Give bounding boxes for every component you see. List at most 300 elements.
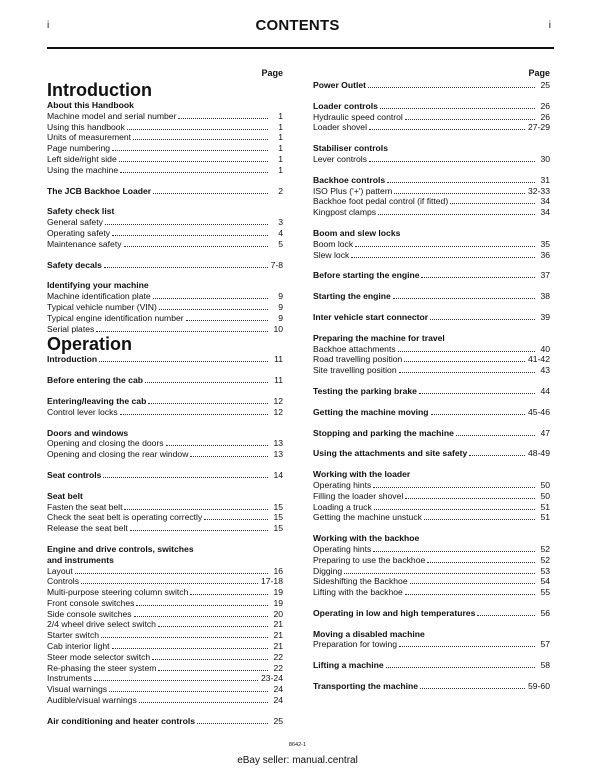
dot-leader	[387, 182, 535, 183]
toc-entry-title: Using the machine	[47, 164, 119, 175]
toc-entry-title: Entering/leaving the cab	[47, 395, 147, 406]
dot-leader	[75, 573, 268, 574]
toc-entry-page: 16	[273, 565, 283, 576]
toc-entry[interactable]	[313, 354, 550, 365]
toc-entry-page: 19	[273, 587, 283, 598]
dot-leader	[398, 351, 535, 352]
dot-leader	[399, 646, 535, 647]
toc-entry[interactable]	[313, 80, 550, 91]
toc-entry[interactable]	[47, 407, 283, 418]
toc-entry-title: Loader shovel	[313, 122, 367, 133]
spacer	[313, 397, 550, 407]
spacer	[313, 323, 550, 333]
dot-leader	[159, 309, 268, 310]
toc-entry[interactable]	[47, 132, 283, 143]
spacer	[47, 270, 283, 280]
dot-leader	[94, 680, 258, 681]
toc-entry-page: 12	[273, 406, 283, 417]
dot-leader	[378, 214, 535, 215]
toc-group-heading: About this Handbook	[47, 100, 134, 110]
toc-entry-page: 13	[273, 438, 283, 449]
toc-entry-page: 53	[540, 565, 550, 576]
dot-leader	[119, 161, 268, 162]
toc-entry-page: 7-8	[270, 259, 283, 270]
toc-entry-page: 40	[540, 343, 550, 354]
toc-entry-page: 38	[540, 291, 550, 302]
toc-entry-title: Instruments	[47, 673, 92, 684]
toc-entry-title: Inter vehicle start connector	[313, 311, 429, 322]
toc-entry-page: 26	[540, 111, 550, 122]
dot-leader	[104, 267, 268, 268]
toc-entry-title: Backhoe foot pedal control (if fitted)	[313, 196, 449, 207]
toc-entry-title: Multi-purpose steering column switch	[47, 587, 189, 598]
page-title: CONTENTS	[255, 17, 340, 34]
toc-entry-title: Page numbering	[47, 143, 111, 154]
toc-entry-page: 22	[273, 651, 283, 662]
spacer	[313, 650, 550, 660]
toc-entry[interactable]	[313, 344, 550, 355]
toc-entry[interactable]	[47, 641, 283, 652]
toc-entry[interactable]	[47, 324, 283, 335]
toc-entry[interactable]	[47, 111, 283, 122]
toc-entry-title: Kingpost clamps	[313, 207, 377, 218]
toc-entry-page: 30	[540, 153, 550, 164]
toc-entry-title: Stopping and parking the machine	[313, 427, 454, 438]
toc-entry-title: Power Outlet	[313, 80, 367, 90]
toc-entry-page: 25	[540, 80, 550, 90]
toc-entry[interactable]	[313, 555, 550, 566]
spacer	[47, 418, 283, 428]
toc-entry-title: Front console switches	[47, 597, 135, 608]
dot-leader	[103, 477, 268, 478]
document-code: 8642-1	[288, 742, 307, 748]
toc-entry[interactable]	[47, 396, 283, 407]
dot-leader	[190, 594, 268, 595]
dot-leader	[148, 403, 268, 404]
dot-leader	[351, 257, 535, 258]
toc-entry-page: 2	[278, 185, 283, 196]
toc-entry-title: Cab interior light	[47, 641, 110, 652]
toc-entry-title: Starter switch	[47, 630, 100, 641]
dot-leader	[424, 519, 535, 520]
toc-entry-page: 52	[540, 554, 550, 565]
toc-entry-title: Steer mode selector switch	[47, 651, 151, 662]
toc-entry-page: 17-18	[261, 576, 283, 587]
toc-entry-page: 36	[540, 249, 550, 260]
dot-leader	[421, 277, 535, 278]
spacer	[313, 260, 550, 270]
toc-left-list	[47, 80, 283, 727]
toc-entry-title: Getting the machine moving	[313, 406, 429, 417]
spacer	[313, 302, 550, 312]
toc-entry-page: 12	[273, 395, 283, 406]
toc-entry-title: ISO Plus ('+') pattern	[313, 185, 393, 196]
toc-entry-page: 21	[273, 641, 283, 652]
toc-entry[interactable]	[313, 544, 550, 555]
toc-entry-title: Release the seat belt	[47, 523, 128, 534]
toc-entry-page: 15	[273, 501, 283, 512]
dot-leader	[153, 298, 268, 299]
toc-entry-title: Loading a truck	[313, 501, 372, 512]
toc-entry[interactable]	[47, 663, 283, 674]
toc-entry-page: 5	[278, 238, 283, 249]
toc-entry-title: Site travelling position	[313, 365, 397, 376]
toc-entry[interactable]	[47, 716, 283, 727]
dot-leader	[145, 382, 268, 383]
toc-entry[interactable]	[47, 291, 283, 302]
toc-entry-page: 41-42	[528, 354, 550, 365]
spacer	[313, 376, 550, 386]
toc-entry-title: Operating hints	[313, 543, 372, 554]
dot-leader	[420, 688, 525, 689]
dot-leader	[130, 530, 268, 531]
toc-entry[interactable]	[47, 122, 283, 133]
toc-entry-title: Using the attachments and site safety	[313, 448, 468, 459]
toc-entry[interactable]	[47, 673, 283, 684]
toc-entry-page: 25	[273, 715, 283, 726]
dot-leader	[344, 573, 535, 574]
toc-entry[interactable]	[47, 260, 283, 271]
spacer	[47, 534, 283, 544]
spacer	[313, 619, 550, 629]
toc-entry-page: 50	[540, 490, 550, 501]
dot-leader	[469, 455, 525, 456]
section-heading: Operation	[47, 334, 133, 355]
dot-leader	[394, 193, 525, 194]
toc-entry-page: 14	[273, 469, 283, 480]
toc-entry-page: 34	[540, 196, 550, 207]
toc-entry[interactable]	[313, 122, 550, 133]
toc-entry-page: 58	[540, 660, 550, 671]
toc-entry[interactable]	[47, 438, 283, 449]
toc-entry-page: 11	[274, 375, 283, 386]
dot-leader	[105, 224, 268, 225]
toc-entry-title: Machine model and serial number	[47, 110, 177, 121]
toc-entry[interactable]	[47, 302, 283, 313]
toc-entry[interactable]	[313, 196, 550, 207]
spacer	[313, 438, 550, 448]
toc-entry-page: 37	[540, 270, 550, 281]
toc-entry-page: 21	[273, 619, 283, 630]
dot-leader	[399, 372, 535, 373]
toc-entry-page: 1	[278, 110, 283, 121]
toc-entry-page: 31	[540, 174, 550, 185]
toc-entry[interactable]	[313, 428, 550, 439]
toc-entry[interactable]	[313, 312, 550, 323]
toc-entry-title: Controls	[47, 576, 79, 587]
toc-entry[interactable]	[313, 207, 550, 218]
toc-entry[interactable]	[47, 239, 283, 250]
toc-entry[interactable]	[313, 681, 550, 692]
toc-entry-page: 22	[273, 662, 283, 673]
dot-leader	[136, 605, 268, 606]
toc-entry[interactable]	[47, 154, 283, 165]
toc-entry-title: Lifting a machine	[313, 660, 384, 671]
toc-group-heading: Boom and slew locks	[313, 227, 401, 238]
dot-leader	[456, 435, 535, 436]
header-right-marker: i	[548, 20, 551, 31]
toc-entry-page: 13	[273, 449, 283, 460]
toc-entry-page: 1	[278, 164, 283, 175]
toc-entry[interactable]	[313, 270, 550, 281]
toc-entry-page: 26	[540, 100, 550, 111]
toc-entry[interactable]	[313, 154, 550, 165]
toc-entry[interactable]	[313, 186, 550, 197]
dot-leader	[373, 551, 535, 552]
toc-entry-title: Visual warnings	[47, 684, 108, 695]
toc-entry-title: Transporting the machine	[313, 681, 419, 692]
toc-entry[interactable]	[47, 619, 283, 630]
toc-entry[interactable]	[47, 143, 283, 154]
toc-entry-page: 35	[540, 238, 550, 249]
toc-entry-page: 32-33	[528, 185, 550, 196]
toc-entry-page: 1	[278, 132, 283, 143]
toc-entry-title: Backhoe attachments	[313, 343, 396, 354]
toc-left-column	[47, 66, 283, 727]
toc-entry-title: Safety decals	[47, 259, 102, 270]
toc-entry-page: 51	[540, 512, 550, 523]
toc-entry-title: 2/4 wheel drive select switch	[47, 619, 156, 630]
dot-leader	[166, 445, 268, 446]
dot-leader	[153, 193, 268, 194]
toc-entry-title: Digging	[313, 565, 343, 576]
toc-entry-page: 1	[278, 153, 283, 164]
spacer	[47, 386, 283, 396]
dot-leader	[405, 498, 535, 499]
toc-entry-title: Opening and closing the doors	[47, 438, 164, 449]
dot-leader	[427, 562, 535, 563]
toc-entry[interactable]	[313, 386, 550, 397]
toc-entry[interactable]	[47, 684, 283, 695]
toc-entry-page: 51	[540, 501, 550, 512]
spacer	[47, 250, 283, 260]
dot-leader	[112, 648, 268, 649]
toc-entry-title: Hydraulic speed control	[313, 111, 403, 122]
toc-group-heading: Stabiliser controls	[313, 143, 388, 154]
toc-entry-page: 39	[540, 311, 550, 322]
toc-entry-page: 24	[273, 684, 283, 695]
toc-entry-page: 48-49	[528, 448, 550, 459]
toc-entry-title: Typical vehicle number (VIN)	[47, 301, 157, 312]
dot-leader	[368, 87, 535, 88]
toc-entry-title: Loader controls	[313, 100, 378, 111]
footer-seller: eBay seller: manual.central	[237, 755, 358, 766]
toc-entry-page: 4	[278, 227, 283, 238]
toc-entry-title: Operating safety	[47, 227, 111, 238]
dot-leader	[158, 670, 268, 671]
toc-entry[interactable]	[47, 576, 283, 587]
dot-leader	[186, 320, 268, 321]
toc-entry[interactable]	[313, 407, 550, 418]
toc-entry[interactable]	[313, 250, 550, 261]
toc-entry-title: Check the seat belt is operating correctly	[47, 512, 203, 523]
toc-entry-page: 15	[273, 512, 283, 523]
toc-group-heading: Working with the backhoe	[313, 533, 420, 544]
dot-leader	[96, 331, 268, 332]
toc-entry[interactable]	[313, 175, 550, 186]
toc-entry[interactable]	[313, 512, 550, 523]
toc-entry-page: 19	[273, 597, 283, 608]
dot-leader	[99, 361, 268, 362]
spacer	[47, 196, 283, 206]
toc-entry[interactable]	[47, 587, 283, 598]
toc-entry[interactable]	[313, 239, 550, 250]
toc-entry-title: Left side/right side	[47, 153, 117, 164]
spacer	[313, 165, 550, 175]
toc-entry-title: Typical engine identification number	[47, 312, 184, 323]
dot-leader	[81, 583, 258, 584]
toc-entry-page: 1	[278, 143, 283, 154]
toc-entry[interactable]	[47, 652, 283, 663]
toc-entry-page: 15	[273, 523, 283, 534]
toc-entry-title: Lever controls	[313, 153, 367, 164]
toc-entry-page: 27-29	[528, 122, 550, 133]
toc-entry-title: Introduction	[47, 354, 98, 365]
toc-entry-page: 55	[540, 587, 550, 598]
toc-entry[interactable]	[47, 375, 283, 386]
dot-leader	[124, 246, 268, 247]
dot-leader	[386, 667, 535, 668]
toc-entry-page: 54	[540, 576, 550, 587]
toc-entry-page: 10	[273, 323, 283, 334]
toc-entry[interactable]	[47, 512, 283, 523]
dot-leader	[373, 487, 535, 488]
toc-entry[interactable]	[313, 491, 550, 502]
toc-entry[interactable]	[47, 449, 283, 460]
toc-entry-page: 50	[540, 479, 550, 490]
dot-leader	[133, 139, 268, 140]
toc-entry[interactable]	[47, 354, 283, 365]
dot-leader	[477, 615, 535, 616]
toc-entry[interactable]	[47, 695, 283, 706]
toc-entry[interactable]	[313, 576, 550, 587]
toc-entry-title: Machine identification plate	[47, 291, 151, 302]
toc-group-heading: Preparing the machine for travel	[313, 332, 445, 343]
toc-entry[interactable]	[313, 101, 550, 112]
spacer	[47, 706, 283, 716]
toc-entry[interactable]	[313, 365, 550, 376]
toc-entry-title: Maintenance safety	[47, 238, 122, 249]
toc-entry-page: 21	[273, 630, 283, 641]
dot-leader	[393, 298, 535, 299]
toc-entry[interactable]	[313, 608, 550, 619]
toc-entry[interactable]	[47, 502, 283, 513]
dot-leader	[158, 626, 268, 627]
dot-leader	[112, 235, 268, 236]
toc-entry[interactable]	[47, 165, 283, 176]
toc-entry-page: 47	[540, 427, 550, 438]
toc-entry-title: Serial plates	[47, 323, 95, 334]
toc-entry[interactable]	[47, 186, 283, 197]
toc-entry-page: 52	[540, 543, 550, 554]
toc-entry[interactable]	[313, 660, 550, 671]
toc-entry[interactable]	[47, 630, 283, 641]
toc-entry[interactable]	[47, 598, 283, 609]
toc-group-heading: Working with the loader	[313, 469, 411, 480]
toc-entry[interactable]	[47, 470, 283, 481]
toc-entry-title: Seat controls	[47, 469, 102, 480]
toc-group-heading: Identifying your machine	[47, 280, 149, 291]
dot-leader	[404, 361, 525, 362]
toc-entry-title: Layout	[47, 565, 73, 576]
toc-entry-page: 57	[540, 639, 550, 650]
toc-entry[interactable]	[313, 639, 550, 650]
dot-leader	[120, 172, 268, 173]
dot-leader	[431, 414, 525, 415]
toc-entry-title: Preparation for towing	[313, 639, 398, 650]
toc-entry[interactable]	[313, 291, 550, 302]
toc-entry-title: Opening and closing the rear window	[47, 449, 189, 460]
toc-entry-page: 9	[278, 291, 283, 302]
toc-entry-page: 59-60	[528, 681, 550, 692]
spacer	[313, 91, 550, 101]
toc-entry[interactable]	[47, 566, 283, 577]
spacer	[313, 418, 550, 428]
toc-entry[interactable]	[47, 313, 283, 324]
toc-entry-title: Operating hints	[313, 479, 372, 490]
page-column-label: Page	[528, 68, 550, 78]
dot-leader	[101, 637, 268, 638]
toc-right-list	[313, 80, 550, 692]
dot-leader	[197, 723, 268, 724]
toc-entry-title: Getting the machine unstuck	[313, 512, 422, 523]
dot-leader	[124, 509, 268, 510]
toc-entry-page: 43	[540, 365, 550, 376]
toc-entry[interactable]	[47, 228, 283, 239]
spacer	[313, 523, 550, 533]
toc-group-heading: Seat belt	[47, 490, 83, 501]
dot-leader	[380, 108, 535, 109]
toc-group-heading: Safety check list	[47, 206, 115, 217]
spacer	[313, 218, 550, 228]
dot-leader	[134, 616, 268, 617]
toc-entry-title: Side console switches	[47, 608, 132, 619]
spacer	[47, 460, 283, 470]
dot-leader	[355, 246, 535, 247]
toc-entry[interactable]	[313, 480, 550, 491]
toc-entry-page: 1	[278, 121, 283, 132]
toc-right-column	[313, 66, 550, 692]
toc-entry[interactable]	[47, 523, 283, 534]
toc-entry-title: Lifting with the backhoe	[313, 587, 403, 598]
toc-entry[interactable]	[313, 112, 550, 123]
toc-entry-page: 45-46	[528, 406, 550, 417]
toc-entry[interactable]	[47, 217, 283, 228]
spacer	[47, 365, 283, 375]
toc-entry[interactable]	[313, 566, 550, 577]
toc-entry-title: Operating in low and high temperatures	[313, 607, 476, 618]
toc-entry-page: 23-24	[261, 673, 283, 684]
toc-entry[interactable]	[313, 587, 550, 598]
toc-entry-page: 9	[278, 301, 283, 312]
toc-entry[interactable]	[47, 609, 283, 620]
toc-entry-title: Preparing to use the backhoe	[313, 554, 426, 565]
toc-entry-title: Using this handbook	[47, 121, 125, 132]
toc-entry-title: Starting the engine	[313, 291, 391, 302]
dot-leader	[120, 414, 268, 415]
spacer	[313, 133, 550, 143]
toc-entry-page: 9	[278, 312, 283, 323]
toc-entry[interactable]	[313, 448, 550, 459]
dot-leader	[139, 702, 268, 703]
dot-leader	[152, 659, 268, 660]
toc-entry-page: 24	[273, 695, 283, 706]
dot-leader	[109, 691, 268, 692]
toc-entry-title: Filling the loader shovel	[313, 490, 404, 501]
toc-group-heading: and instruments	[47, 554, 114, 565]
toc-entry-title: General safety	[47, 217, 103, 228]
toc-entry[interactable]	[313, 502, 550, 513]
